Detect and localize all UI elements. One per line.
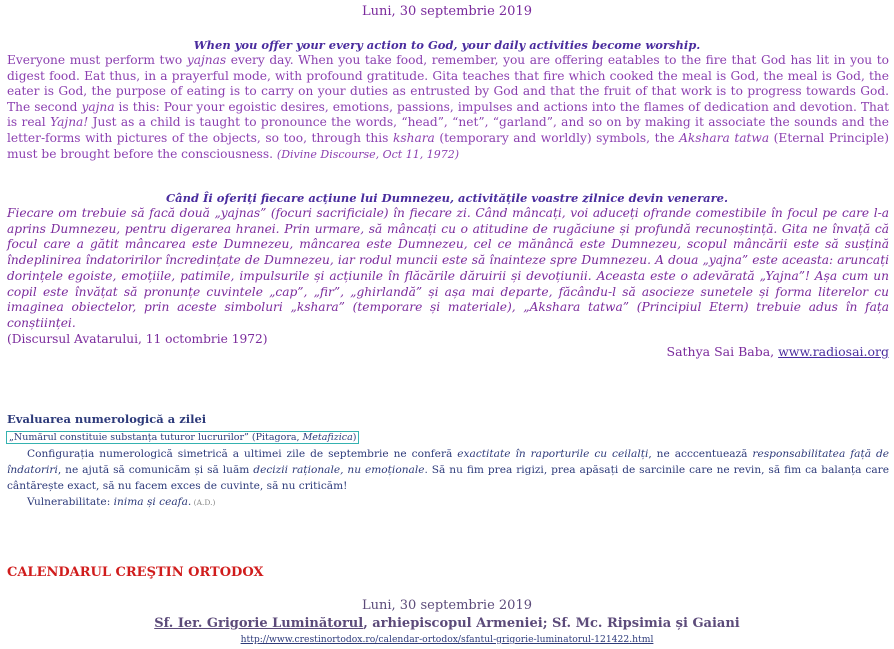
calendar-saints: Sf. Ier. Grigorie Luminătorul, arhiepiscopul Armeniei; Sf. Mc. Ripsimia și Gaiani — [154, 616, 740, 631]
numerology-body: Configurația numerologică simetrică a ultimei zile de septembrie ne conferă exactitate în raporturile cu ceilalți, ne acccentuează responsabilitatea față de îndatoriri, ne ajută să comunicăm și să luăm decizii raționale, nu emoționale. Să nu fim prea rigizi, prea apăsați de sarcinile care ne revin, să fim ca balanța care cântărește exact, să nu facem exces de cuvinte, să nu criticăm! — [7, 448, 890, 492]
romanian-headline: Când Îi oferiți fiecare acțiune lui Dumnezeu, activitățile voastre zilnice devin venerare. — [166, 191, 728, 205]
signature: Sathya Sai Baba, www.radiosai.org — [666, 344, 889, 359]
numerology-quote: „Numărul constituie substanța tuturor lucrurilor” (Pitagora, Metafizica) — [6, 431, 359, 444]
calendar-title: CALENDARUL CREŞTIN ORTODOX — [7, 565, 264, 580]
page-date: Luni, 30 septembrie 2019 — [361, 4, 532, 19]
romanian-paragraph: Fiecare om trebuie să facă două „yajnas” (focuri sacrificiale) în fiecare zi. Când mâncați, voi aduceți ofrande comestibile în focul pe care l-a aprins Dumnezeu, pentru digerarea hranei. Prin urmare, să mâncați cu o atitudine de rugăciune și profundă recunoștință. Gita ne învață că focul care a gătit mâncarea este Dumnezeu, mâncarea este Dumnezeu, cel ce mănâncă este Dumnezeu, scopul mâncării este să susțină îndeplinirea îndatoririlor încredințate de Dumnezeu, iar rodul muncii este să înainteze spre Dumnezeu. A doua „yajna” este aceasta: aruncați dorințele egoiste, emoțiile, patimile, impulsurile și acțiunile în flăcările dăruirii și devoțiunii. Aceasta este o adevărată „Yajna”! Așa cum un copil este învățat să pronunțe cuvintele „cap”, „fir”, „ghirlandă” și așa mai departe, făcându-l să asocieze sunetele și forma literelor cu imaginea obiectelor, prin aceste simboluri „kshara” (temporare și materiale), „Akshara tatwa” (Principiul Etern) trebuie adus în fața conștiinței. (Discursul Avatarului, 11 octombrie 1972) — [7, 206, 889, 346]
calendar-date: Luni, 30 septembrie 2019 — [361, 598, 532, 613]
radiosai-link[interactable]: www.radiosai.org — [778, 344, 889, 359]
english-headline: When you offer your every action to God, your daily activities become worship. — [193, 38, 701, 52]
numerology-title: Evaluarea numerologică a zilei — [7, 412, 207, 426]
english-paragraph: Everyone must perform two yajnas every day. When you take food, remember, you are offering eatables to the fire that God has lit in you to digest food. Eat thus, in a prayerful mode, with profound gratitude. Gita teaches that fire which cooked the meal is God, the meal is God, the eater is God, the purpose of eating is to carry on your duties as entrusted by God and that the fruit of that work is to progress towards God. The second yajna is this: Pour your egoistic desires, emotions, passions, impulses and actions into the flames of dedication and devotion. That is real Yajna! Just as a child is taught to pronounce the words, “head”, “net”, “garland”, and so on by making it associate the sounds and the letter-forms with pictures of the objects, so too, through this kshara (temporary and worldly) symbols, the Akshara tatwa (Eternal Principle) must be brought before the consciousness. (Divine Discourse, Oct 11, 1972) — [7, 53, 889, 161]
english-source: (Divine Discourse, Oct 11, 1972) — [276, 147, 460, 161]
saint-link[interactable]: Sf. Ier. Grigorie Luminătorul — [154, 616, 364, 631]
numerology-vulnerability: Vulnerabilitate: inima și ceafa. (A.D.) — [27, 496, 216, 508]
calendar-url-link[interactable]: http://www.crestinortodox.ro/calendar-ortodox/sfantul-grigorie-luminatorul-121422.html — [240, 634, 654, 645]
calendar-url — [0, 634, 894, 645]
romanian-source: (Discursul Avatarului, 11 octombrie 1972) — [7, 331, 268, 346]
